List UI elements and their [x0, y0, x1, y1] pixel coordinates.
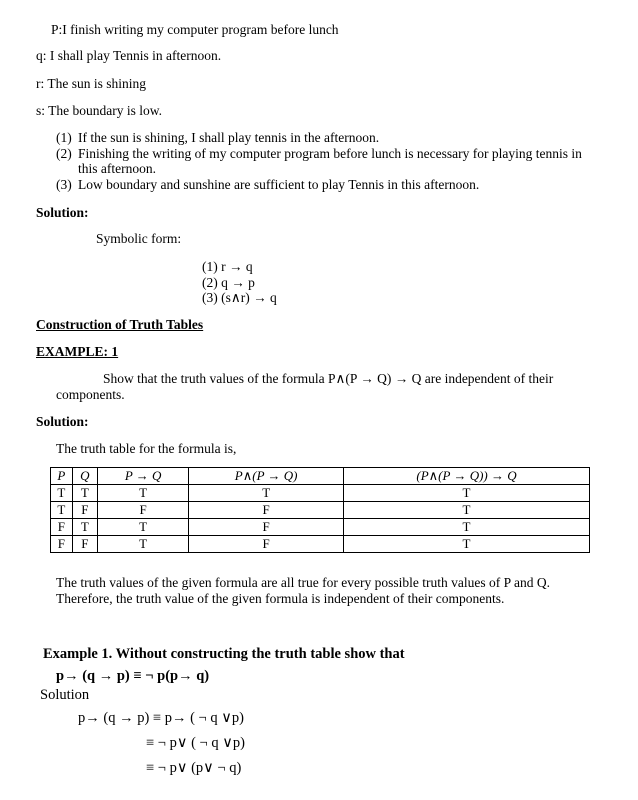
conditions-list	[56, 130, 586, 192]
example2-claim: p→ (q → p) ≡ ¬ p(p→ q)	[56, 668, 210, 684]
table-cell: F	[189, 519, 344, 536]
premise-s: s: The boundary is low.	[36, 103, 162, 118]
table-cell: F	[72, 536, 97, 553]
table-cell: F	[51, 519, 73, 536]
table-row	[51, 536, 590, 553]
condition-item	[56, 177, 586, 193]
example2-solution-heading: Solution	[40, 687, 90, 703]
table-row	[51, 485, 590, 502]
table-cell: T	[72, 519, 97, 536]
table-cell: F	[97, 502, 188, 519]
truth-table	[50, 467, 590, 553]
condition-number: (2)	[56, 145, 72, 161]
column-header: P → Q	[97, 468, 188, 485]
table-cell: T	[344, 536, 590, 553]
premise-p: P:I finish writing my computer program before lunch	[51, 22, 339, 37]
table-cell: T	[344, 502, 590, 519]
table-cell: T	[344, 519, 590, 536]
example-solution-heading: Solution:	[36, 414, 89, 429]
derivation-step: ≡ ¬ p∨ (p∨ ¬ q)	[146, 760, 242, 776]
table-cell: T	[97, 519, 188, 536]
example-heading: EXAMPLE: 1	[36, 344, 119, 359]
condition-number: (3)	[56, 176, 72, 192]
condition-text: Finishing the writing of my computer program before lunch is necessary for playing tennis in this afternoon.	[78, 145, 582, 176]
table-row	[51, 502, 590, 519]
conclusion-paragraph: The truth values of the given formula are all true for every possible truth values of P and Q. Therefore, the truth value of the given formula is independent of their components.	[56, 575, 550, 606]
derivation-step: ≡ ¬ p∨ ( ¬ q ∨p)	[146, 735, 245, 751]
derivation-step: p→ (q → p) ≡ p→ ( ¬ q ∨p)	[78, 710, 244, 726]
condition-text: Low boundary and sunshine are sufficient to play Tennis in this afternoon.	[78, 176, 480, 192]
column-header: Q	[72, 468, 97, 485]
symbolic-form-item: (2) q → p	[202, 274, 255, 290]
table-cell: T	[97, 485, 188, 502]
table-cell: T	[97, 536, 188, 553]
solution-heading: Solution:	[36, 205, 89, 220]
table-cell: F	[72, 502, 97, 519]
table-header-row	[51, 468, 590, 485]
condition-item	[56, 146, 586, 177]
symbolic-forms	[202, 259, 277, 306]
table-cell: T	[189, 485, 344, 502]
table-cell: T	[344, 485, 590, 502]
column-header: P	[51, 468, 73, 485]
example-statement-cont: components.	[56, 387, 125, 402]
table-cell: T	[51, 502, 73, 519]
condition-text: If the sun is shining, I shall play tennis in the afternoon.	[78, 130, 380, 145]
table-row	[51, 519, 590, 536]
premise-r: r: The sun is shining	[36, 76, 147, 91]
column-header: (P∧(P → Q)) → Q	[344, 468, 590, 485]
example2-heading: Example 1. Without constructing the truth table show that	[43, 646, 405, 662]
symbolic-form-label: Symbolic form:	[96, 231, 182, 246]
table-cell: F	[189, 536, 344, 553]
symbolic-form-item: (3) (s∧r) → q	[202, 290, 277, 305]
table-cell: F	[189, 502, 344, 519]
column-header: P∧(P → Q)	[189, 468, 344, 485]
example-statement: Show that the truth values of the formula P∧(P → Q) → Q are independent of their	[103, 371, 554, 386]
table-cell: F	[51, 536, 73, 553]
condition-item	[56, 130, 586, 146]
table-cell: T	[72, 485, 97, 502]
symbolic-form-item: (1) r → q	[202, 259, 253, 274]
condition-number: (1)	[56, 130, 72, 145]
section-heading: Construction of Truth Tables	[36, 317, 204, 332]
premise-q: q: I shall play Tennis in afternoon.	[36, 48, 222, 63]
table-cell: T	[51, 485, 73, 502]
table-intro: The truth table for the formula is,	[56, 441, 237, 456]
